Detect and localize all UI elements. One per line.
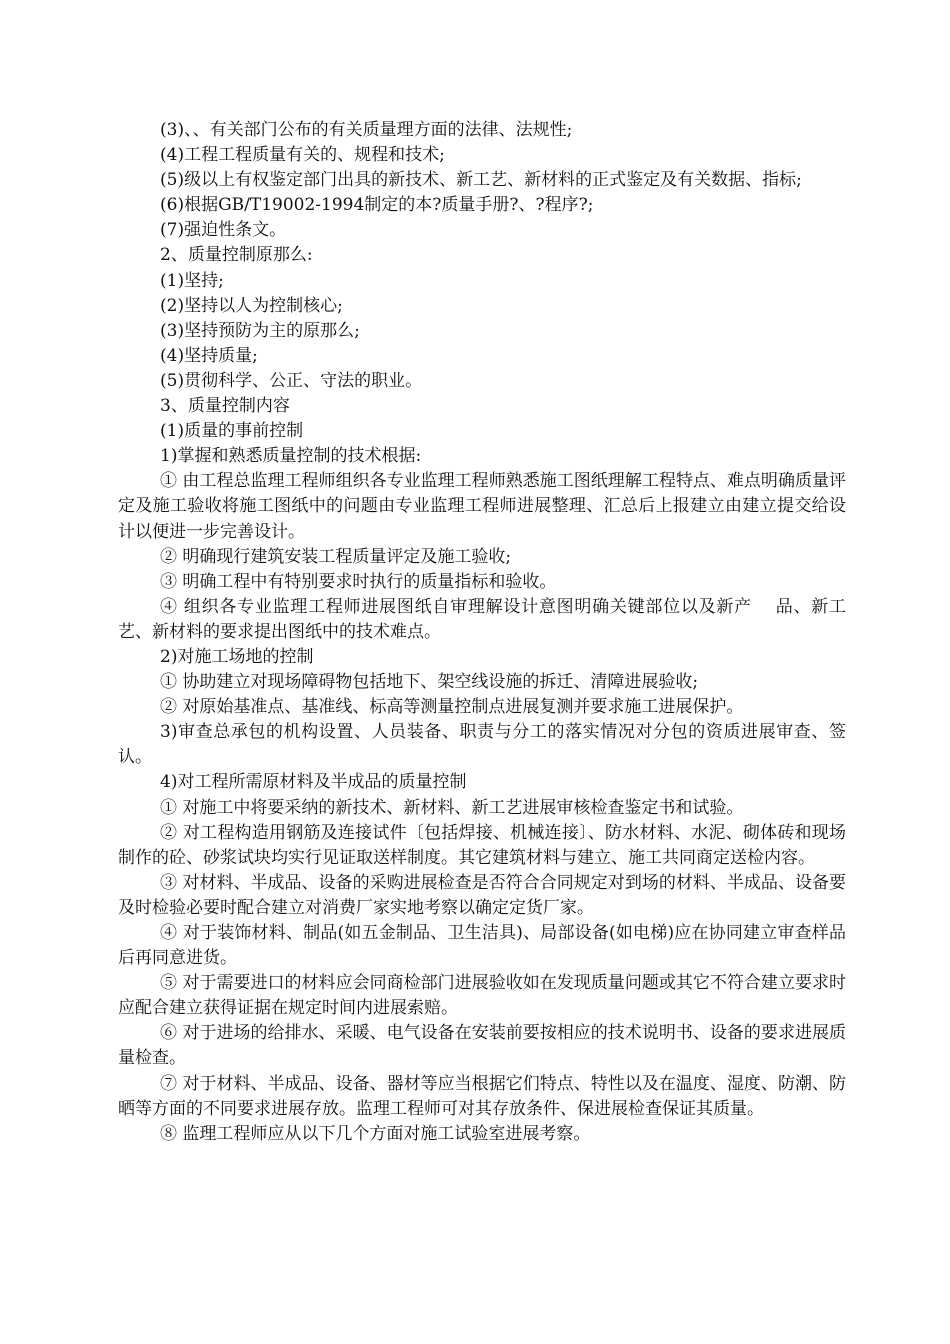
- section-heading: 2、质量控制原那么:: [160, 245, 313, 266]
- paragraph: (5)贯彻科学、公正、守法的职业。: [160, 370, 423, 391]
- paragraph: (3)、、有关部门公布的有关质量理方面的法律、法规性;: [160, 120, 573, 140]
- paragraph: ① 由工程总监理工程师组织各专业监理工程师熟悉施工图纸理解工程特点、难点明确质量评定及施工验收将施工图纸中的问题由专业监理工程师进展整理、汇总后上报建立由建立提交给设计以便进一步完善设计。: [118, 471, 846, 542]
- subsection-heading: 2)对施工场地的控制: [160, 646, 314, 667]
- paragraph: ⑦ 对于材料、半成品、设备、器材等应当根据它们特点、特性以及在温度、湿度、防潮、防晒等方面的不同要求进展存放。监理工程师可对其存放条件、保进展检查保证其质量。: [118, 1073, 846, 1119]
- section-heading: 3、质量控制内容: [160, 396, 290, 417]
- paragraph: ③ 对材料、半成品、设备的采购进展检查是否符合合同规定对到场的材料、半成品、设备要及时检验必要时配合建立对消费厂家实地考察以确定定货厂家。: [118, 872, 846, 918]
- paragraph: (7)强迫性条文。: [160, 220, 287, 241]
- subsection-heading: 1)掌握和熟悉质量控制的技术根据:: [160, 446, 422, 467]
- paragraph: ④ 对于装饰材料、制品(如五金制品、卫生洁具)、局部设备(如电梯)应在协同建立审查样品后再同意进货。: [118, 923, 846, 969]
- document-body: [118, 118, 846, 1147]
- subsection-heading: 3)审查总承包的机构设置、人员装备、职责与分工的落实情况对分包的资质进展审查、签认。: [118, 722, 846, 768]
- paragraph: ④ 组织各专业监理工程师进展图纸自审理解设计意图明确关键部位以及新产 品、新工艺、新材料的要求提出图纸中的技术难点。: [118, 596, 846, 642]
- subsection-heading: 4)对工程所需原材料及半成品的质量控制: [160, 772, 467, 793]
- paragraph: ① 协助建立对现场障碍物包括地下、架空线设施的拆迁、清障进展验收;: [160, 672, 699, 693]
- paragraph: ⑥ 对于进场的给排水、采暖、电气设备在安装前要按相应的技术说明书、设备的要求进展质量检查。: [118, 1023, 846, 1069]
- paragraph: ① 对施工中将要采纳的新技术、新材料、新工艺进展审核检查鉴定书和试验。: [160, 797, 744, 818]
- paragraph: (3)坚持预防为主的原那么;: [160, 320, 360, 341]
- paragraph: ② 对工程构造用钢筋及连接试件〔包括焊接、机械连接〕、防水材料、水泥、砌体砖和现场制作的砼、砂浆试块均实行见证取送样制度。其它建筑材料与建立、施工共同商定送检内容。: [118, 822, 846, 868]
- paragraph: (2)坚持以人为控制核心;: [160, 295, 343, 316]
- paragraph: (5)级以上有权鉴定部门出具的新技术、新工艺、新材料的正式鉴定及有关数据、指标;: [160, 170, 802, 191]
- paragraph: (1)坚持;: [160, 270, 224, 291]
- paragraph: (6)根据GB/T19002-1994制定的本?质量手册?、?程序?;: [160, 195, 594, 216]
- paragraph: (4)工程工程质量有关的、规程和技术;: [160, 145, 445, 166]
- paragraph: ③ 明确工程中有特别要求时执行的质量指标和验收。: [160, 571, 557, 592]
- paragraph: (4)坚持质量;: [160, 345, 258, 366]
- paragraph: ② 对原始基准点、基准线、标高等测量控制点进展复测并要求施工进展保护。: [160, 697, 744, 718]
- paragraph: ② 明确现行建筑安装工程质量评定及施工验收;: [160, 546, 512, 567]
- subsection-heading: (1)质量的事前控制: [160, 421, 304, 442]
- paragraph: ⑧ 监理工程师应从以下几个方面对施工试验室进展考察。: [160, 1123, 591, 1144]
- paragraph: ⑤ 对于需要进口的材料应会同商检部门进展验收如在发现质量问题或其它不符合建立要求时应配合建立获得证据在规定时间内进展索赔。: [118, 973, 846, 1019]
